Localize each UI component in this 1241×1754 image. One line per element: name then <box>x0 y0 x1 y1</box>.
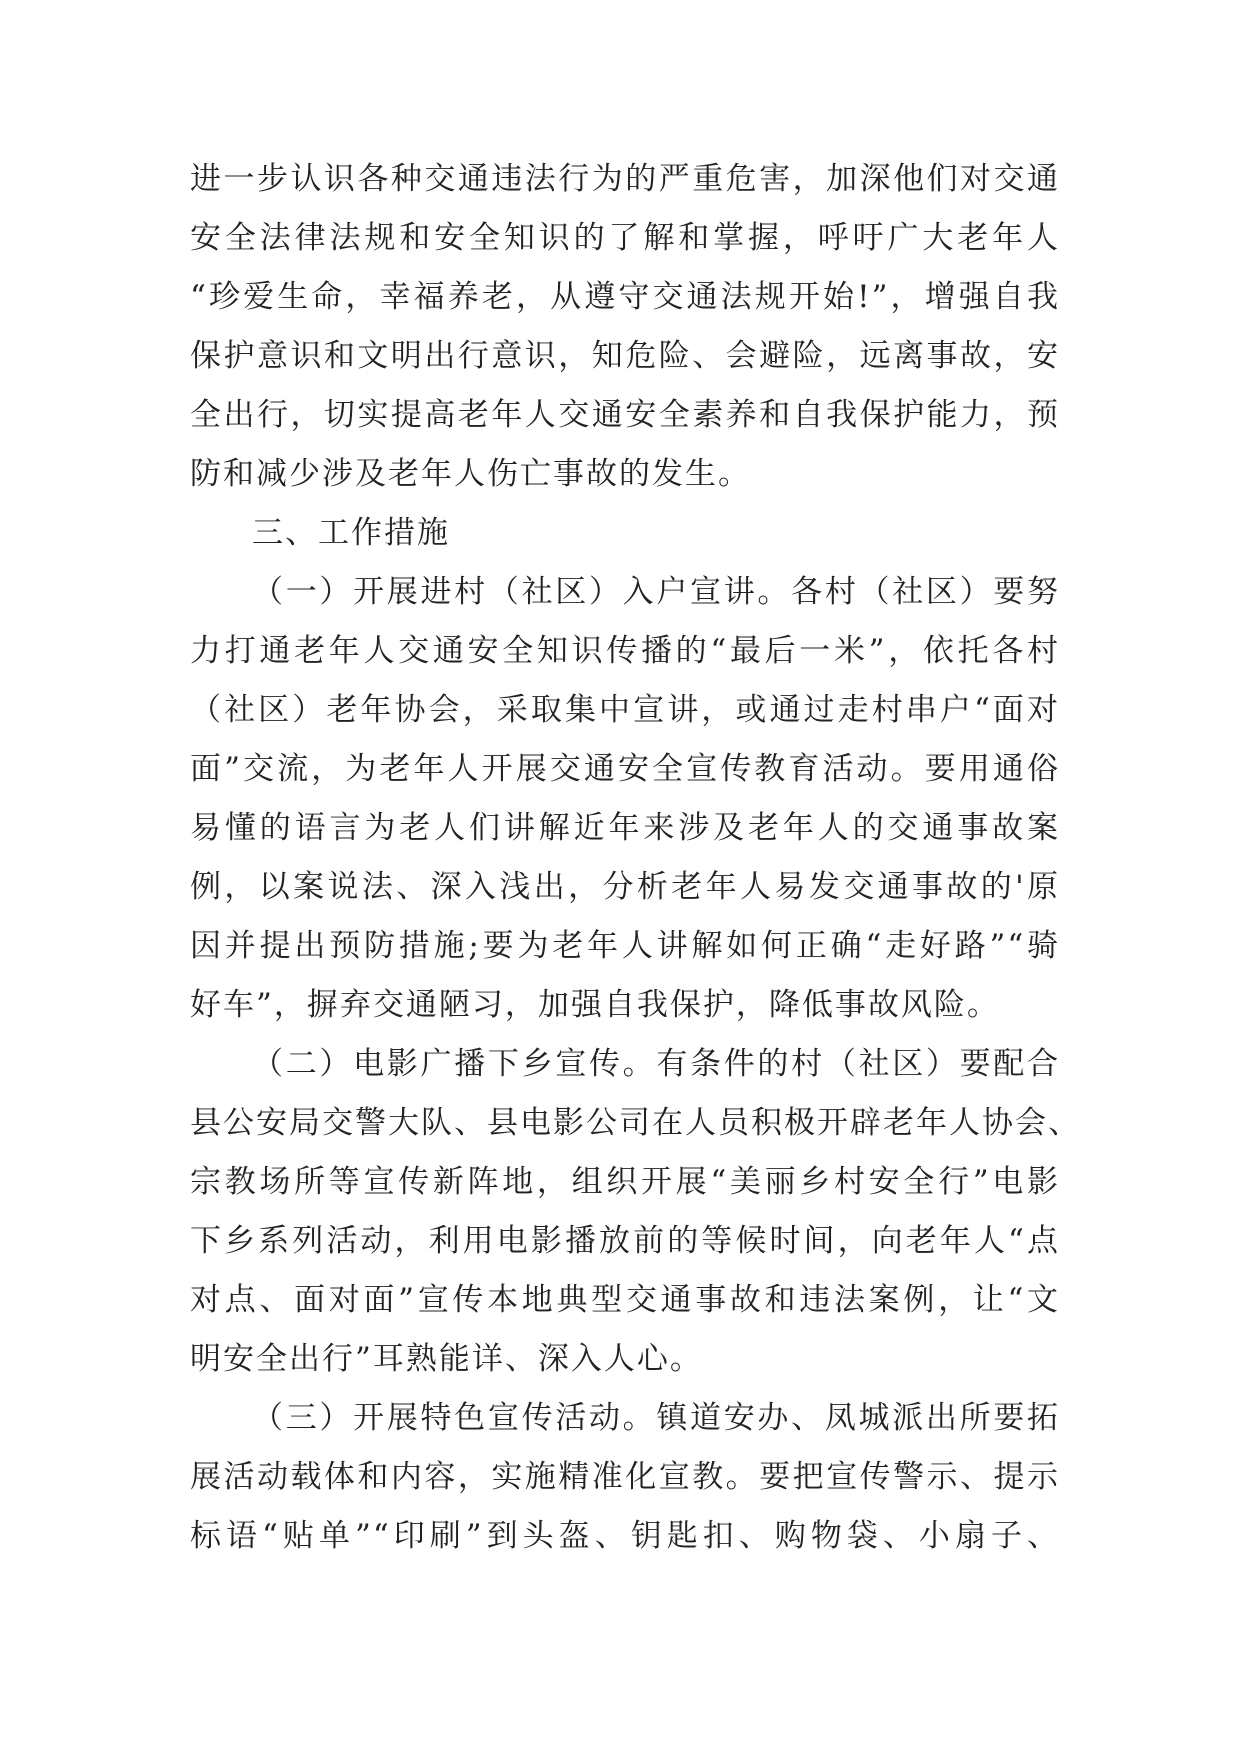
text-line: 例，以案说法、深入浅出，分析老年人易发交通事故的'原 <box>190 869 1060 905</box>
text-line: 县公安局交警大队、县电影公司在人员积极开辟老年人协会、 <box>190 1105 1081 1141</box>
text-line: 展活动载体和内容，实施精准化宣教。要把宣传警示、提示 <box>190 1459 1060 1495</box>
text-line: 下乡系列活动，利用电影播放前的等候时间，向老年人“点 <box>190 1223 1060 1259</box>
text-line: 好车”，摒弃交通陋习，加强自我保护，降低事故风险。 <box>190 987 1000 1023</box>
text-line: 易懂的语言为老人们讲解近年来涉及老年人的交通事故案 <box>190 810 1060 846</box>
text-line: （社区）老年协会，采取集中宣讲，或通过走村串户“面对 <box>190 692 1060 728</box>
text-line: 全出行，切实提高老年人交通安全素养和自我保护能力，预 <box>190 397 1060 433</box>
text-line: 面”交流，为老年人开展交通安全宣传教育活动。要用通俗 <box>190 751 1060 787</box>
text-line: 进一步认识各种交通违法行为的严重危害，加深他们对交通 <box>190 161 1060 197</box>
text-line: 明安全出行”耳熟能详、深入人心。 <box>190 1341 703 1377</box>
text-line: 宗教场所等宣传新阵地，组织开展“美丽乡村安全行”电影 <box>190 1164 1060 1200</box>
document-body <box>190 150 1081 1566</box>
text-line: 三、工作措施 <box>252 515 450 551</box>
text-line: 因并提出预防措施;要为老年人讲解如何正确“走好路”“骑 <box>190 928 1060 964</box>
text-line: 保护意识和文明出行意识，知危险、会避险，远离事故，安 <box>190 338 1060 374</box>
text-line: “珍爱生命，幸福养老，从遵守交通法规开始!”，增强自我 <box>190 279 1060 315</box>
text-line: （二）电影广播下乡宣传。有条件的村（社区）要配合 <box>252 1046 1060 1082</box>
text-line: 安全法律法规和安全知识的了解和掌握，呼吁广大老年人 <box>190 220 1060 256</box>
text-line: 标语“贴单”“印刷”到头盔、钥匙扣、购物袋、小扇子、 <box>190 1518 1060 1554</box>
text-line: （一）开展进村（社区）入户宣讲。各村（社区）要努 <box>252 574 1060 610</box>
text-line: 力打通老年人交通安全知识传播的“最后一米”，依托各村 <box>190 633 1060 669</box>
text-line: 对点、面对面”宣传本地典型交通事故和违法案例，让“文 <box>190 1282 1060 1318</box>
text-line: （三）开展特色宣传活动。镇道安办、凤城派出所要拓 <box>252 1400 1060 1436</box>
text-line: 防和减少涉及老年人伤亡事故的发生。 <box>190 456 751 492</box>
